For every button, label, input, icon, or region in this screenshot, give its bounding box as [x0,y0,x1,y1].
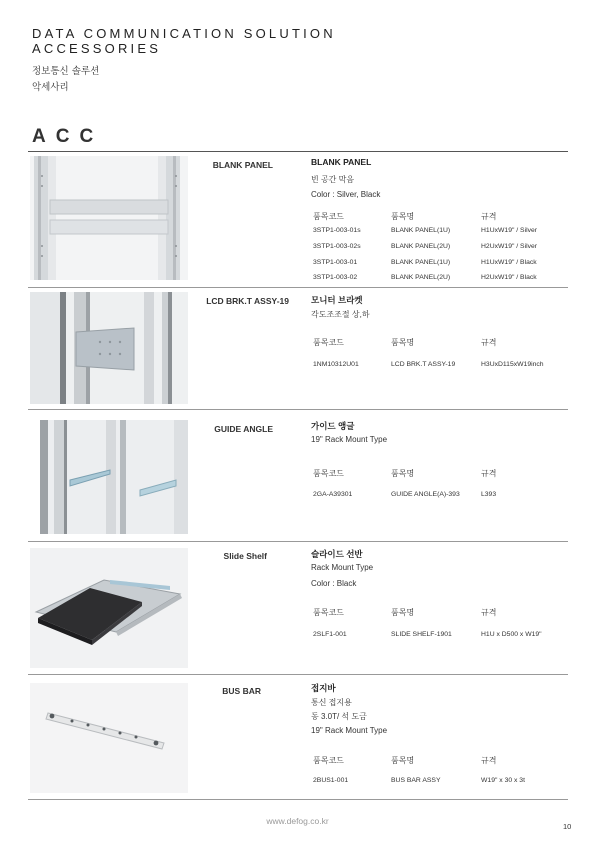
col-header-code: 품목코드 [313,469,344,478]
cell-spec: H1UxW19" / Silver [481,227,538,234]
cell-spec: H2UxW19" / Black [481,274,537,281]
page-number: 10 [563,822,572,831]
row-divider [28,287,568,288]
product-desc-line: Color : Black [311,579,357,588]
col-header-spec: 규격 [481,212,497,221]
col-header-name: 품목명 [391,469,415,478]
product-photo-lcd-bracket [30,292,188,404]
cell-spec: H3UxD115xW19inch [481,361,544,368]
product-desc-line: 동 3.0T/ 석 도금 [311,712,367,721]
col-header-name: 품목명 [391,756,415,765]
row-divider [28,409,568,410]
row-divider [28,541,568,542]
product-title: BLANK PANEL [311,157,372,167]
product-desc-line: Color : Silver, Black [311,190,381,199]
cell-code: 2BUS1-001 [313,777,349,784]
product-desc-line: 19" Rack Mount Type [311,435,388,444]
cell-code: 2GA-A39301 [313,491,353,498]
cell-name: BLANK PANEL(2U) [391,243,451,250]
product-photo-guide-angle [40,420,188,534]
cell-code: 3STP1-003-01s [313,227,361,234]
doc-subtitle-ko-1: 정보통신 솔루션 [32,66,100,77]
section-divider [28,151,568,152]
col-header-spec: 규격 [481,608,497,617]
cell-code: 3STP1-003-02 [313,274,358,281]
product-title: 모니터 브라켓 [311,295,363,305]
cell-name: BLANK PANEL(1U) [391,227,451,234]
cell-name: BLANK PANEL(2U) [391,274,451,281]
product-desc-line: 각도조조절 상,하 [311,310,370,319]
doc-title-line2: ACCESSORIES [32,41,162,56]
cell-code: 1NM10312U01 [313,361,359,368]
col-header-code: 품목코드 [313,212,344,221]
footer-website-link[interactable]: www.defog.co.kr [266,816,329,826]
product-title: 가이드 앵글 [311,421,355,431]
col-header-name: 품목명 [391,608,415,617]
product-category-label: BUS BAR [222,686,261,696]
row-divider [28,799,568,800]
product-category-label: BLANK PANEL [212,160,273,170]
col-header-code: 품목코드 [313,756,344,765]
doc-title-line1: DATA COMMUNICATION SOLUTION [32,26,336,41]
cell-name: BLANK PANEL(1U) [391,259,451,266]
cell-spec: L393 [481,491,497,498]
cell-code: 3STP1-003-01 [313,259,358,266]
col-header-spec: 규격 [481,338,497,347]
doc-subtitle-ko-2: 악세사리 [32,82,69,93]
col-header-name: 품목명 [391,212,415,221]
cell-code: 2SLF1-001 [313,631,347,638]
cell-spec: W19" x 30 x 3t [481,777,525,784]
product-desc-line: 빈 공간 막음 [311,175,355,184]
product-photo-blank-panel [30,156,188,280]
doc-title [32,26,336,56]
cell-name: BUS BAR ASSY [391,777,441,784]
cell-name: SLIDE SHELF-1901 [391,631,452,638]
cell-spec: H1U x D500 x W19" [481,631,542,638]
product-title: 슬라이드 선반 [311,549,363,559]
product-desc-line: 통신 접지용 [311,698,352,707]
product-photo-bus-bar [30,683,188,793]
product-desc-line: Rack Mount Type [311,563,374,572]
product-category-label: Slide Shelf [223,551,267,561]
product-title: 접지바 [311,683,336,693]
product-category-label: GUIDE ANGLE [214,424,273,434]
col-header-spec: 규격 [481,756,497,765]
section-title: ACC [32,126,104,147]
col-header-code: 품목코드 [313,608,344,617]
col-header-spec: 규격 [481,469,497,478]
cell-spec: H1UxW19" / Black [481,259,537,266]
cell-code: 3STP1-003-02s [313,243,361,250]
product-desc-line: 19" Rack Mount Type [311,726,388,735]
product-category-label: LCD BRK.T ASSY-19 [206,296,289,306]
col-header-name: 품목명 [391,338,415,347]
cell-name: LCD BRK.T ASSY-19 [391,361,456,368]
col-header-code: 품목코드 [313,338,344,347]
product-photo-slide-shelf [30,548,188,668]
cell-spec: H2UxW19" / Silver [481,243,538,250]
row-divider [28,674,568,675]
cell-name: GUIDE ANGLE(A)-393 [391,491,460,498]
